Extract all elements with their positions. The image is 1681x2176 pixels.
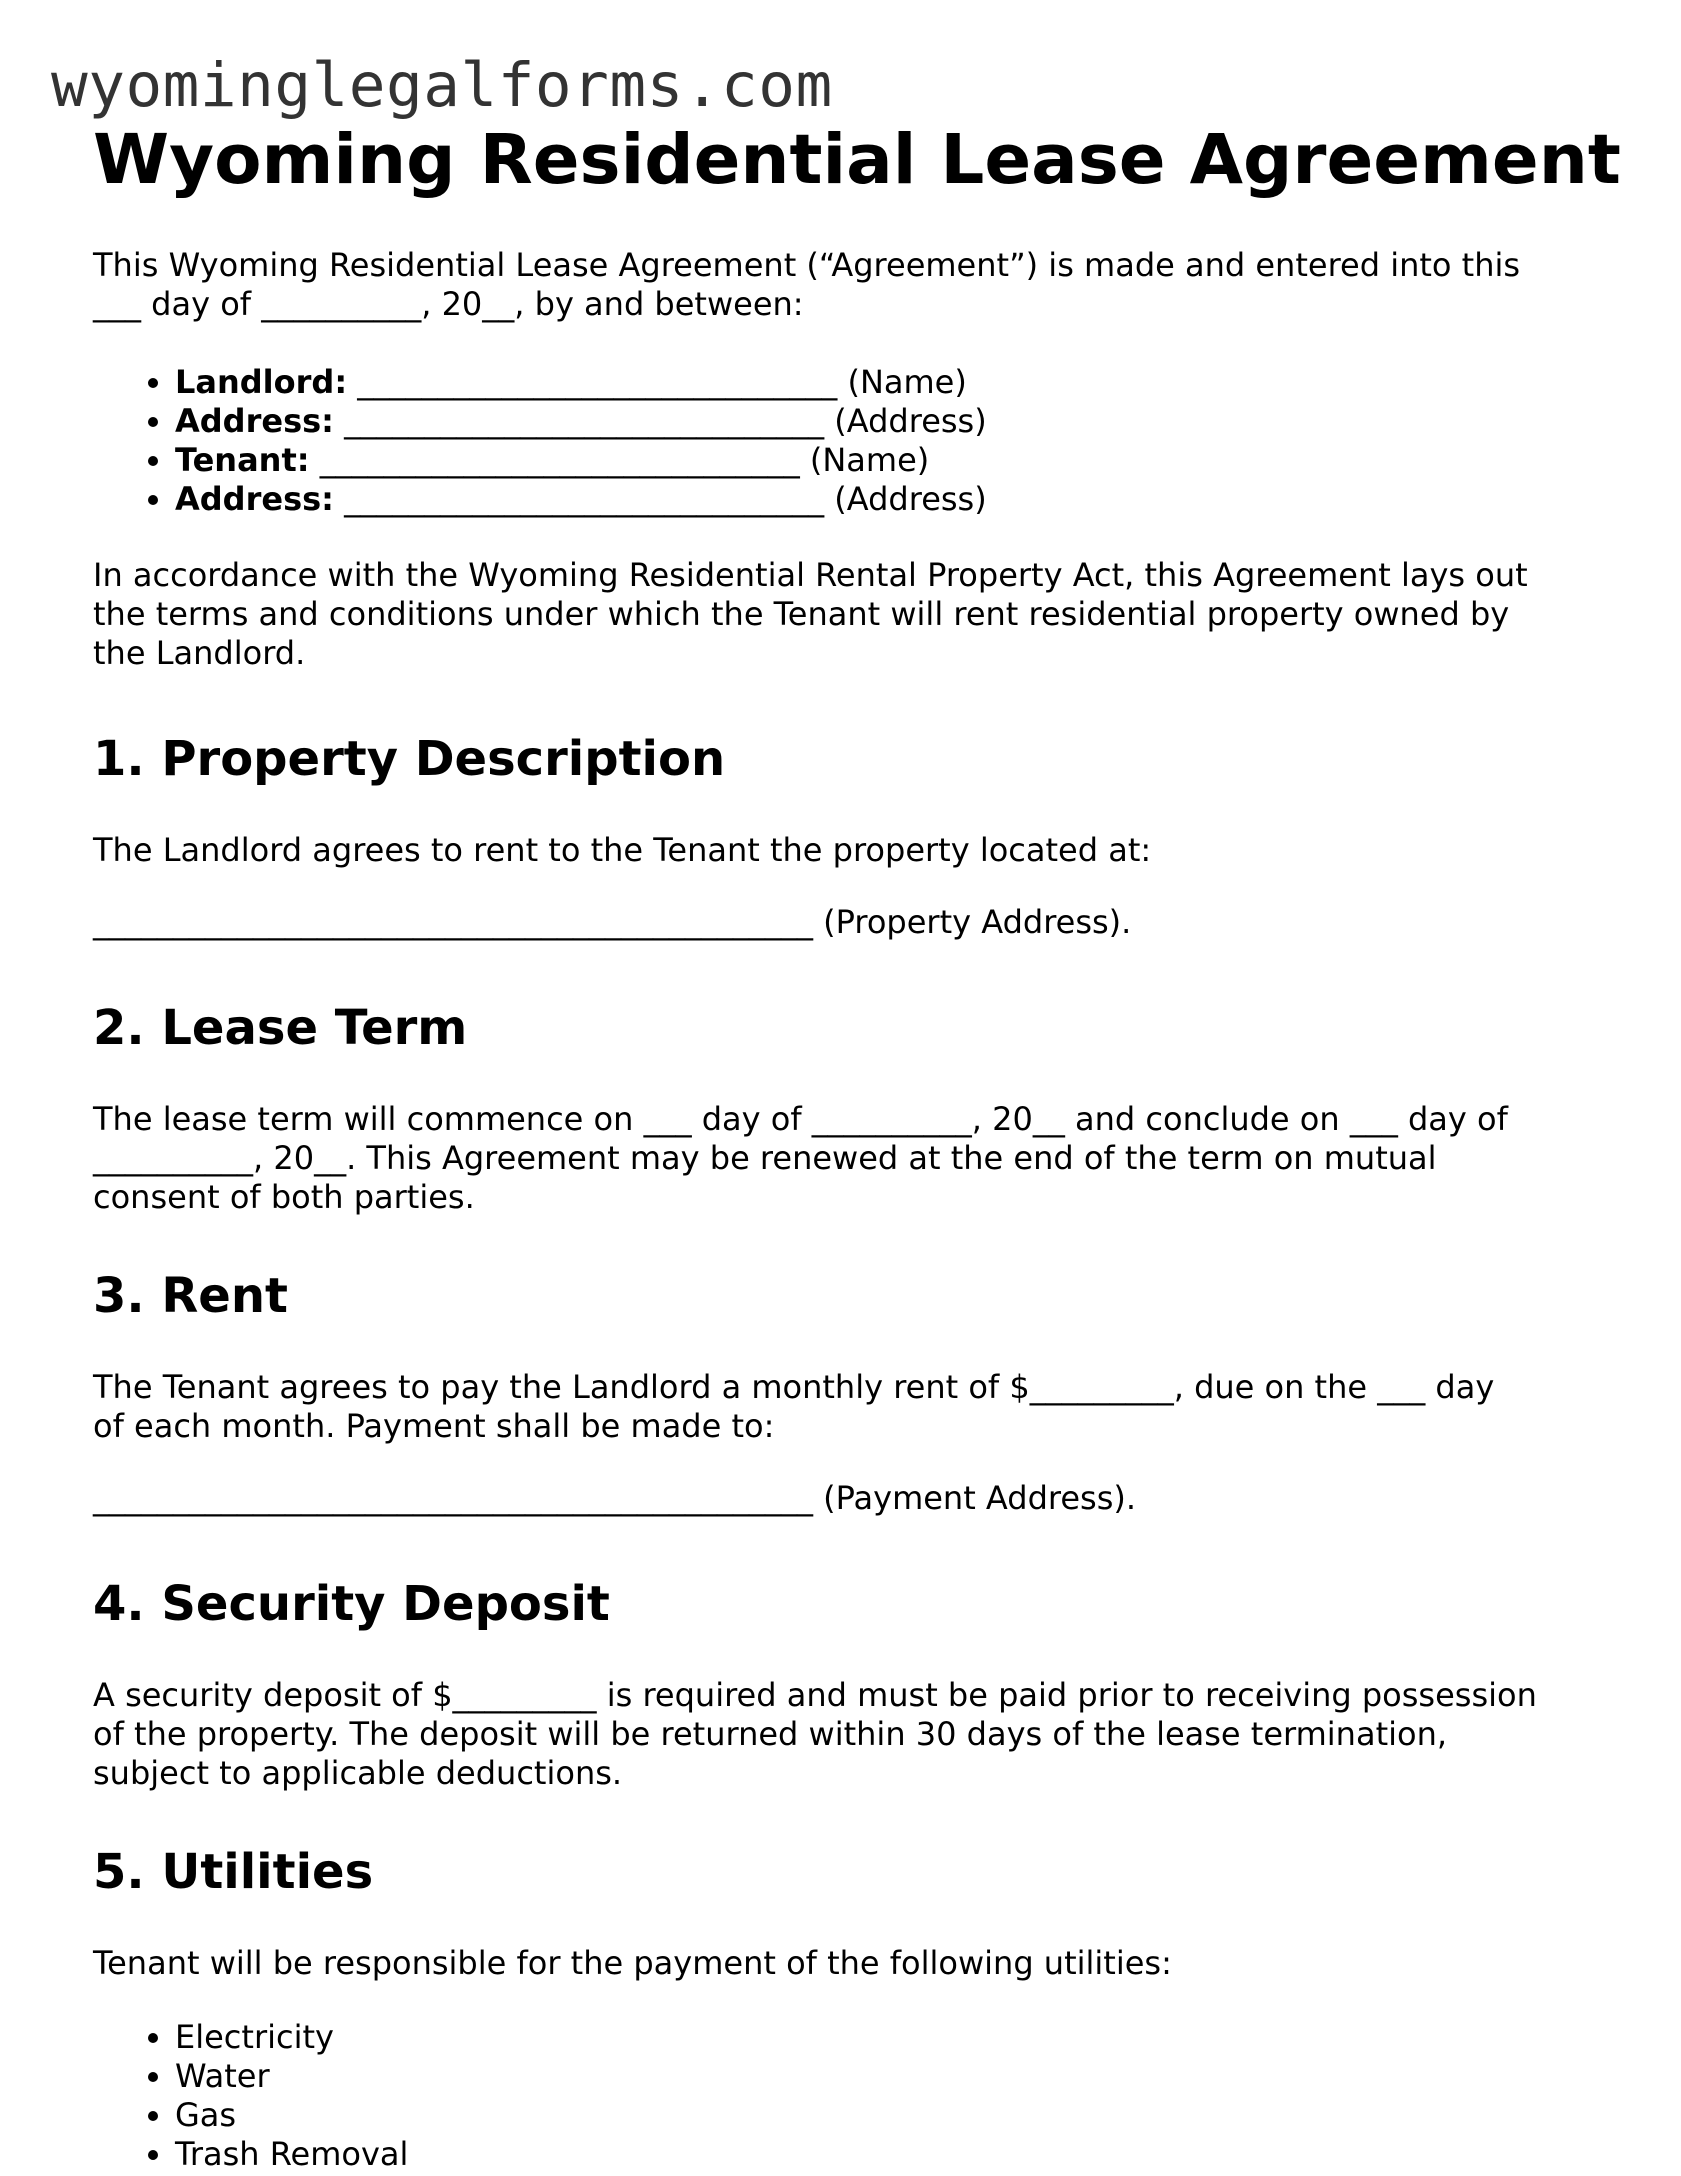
lease-term-line: __________, 20__. This Agreement may be renewed at the end of the term on mutual (93, 1139, 1437, 1177)
property-text: The Landlord agrees to rent to the Tenant the property located at: (93, 831, 1152, 869)
payment-address-blank: _____________________________________________ (Payment Address). (93, 1479, 1137, 1517)
document-page (93, 118, 1621, 2174)
parties-list (93, 363, 1593, 519)
intro-line: This Wyoming Residential Lease Agreement (“Agreement”) is made and entered into this (93, 246, 1521, 284)
rent-line: The Tenant agrees to pay the Landlord a monthly rent of $_________, due on the ___ day (93, 1368, 1495, 1406)
deposit-line: subject to applicable deductions. (93, 1754, 623, 1792)
utility-item: • Electricity (175, 2018, 1593, 2057)
party-blank: ______________________________ (Address) (333, 480, 987, 518)
section-heading-security-deposit: 4. Security Deposit (93, 1576, 610, 1632)
site-watermark: wyominglegalforms.com (51, 50, 833, 121)
deposit-line: of the property. The deposit will be returned within 30 days of the lease termination, (93, 1715, 1448, 1753)
party-tenant-name (175, 441, 1593, 480)
document-title: Wyoming Residential Lease Agreement (93, 120, 1621, 200)
section-heading-utilities: 5. Utilities (93, 1844, 374, 1900)
accordance-line: In accordance with the Wyoming Residential Rental Property Act, this Agreement lays out (93, 556, 1528, 594)
utility-item: • Trash Removal (175, 2135, 1593, 2174)
party-label: Landlord: (175, 363, 348, 401)
party-landlord-address (175, 402, 1593, 441)
lease-term-line: The lease term will commence on ___ day of __________, 20__ and conclude on ___ day of (93, 1100, 1508, 1138)
lease-term-line: consent of both parties. (93, 1178, 475, 1216)
rent-line: of each month. Payment shall be made to: (93, 1407, 775, 1445)
party-label: Tenant: (175, 441, 310, 479)
party-landlord-name (175, 363, 1593, 402)
section-heading-property: 1. Property Description (93, 731, 726, 787)
rent-paragraph (93, 1368, 1593, 1446)
utility-item: • Water (175, 2057, 1593, 2096)
party-tenant-address (175, 480, 1593, 519)
deposit-paragraph (93, 1676, 1593, 1793)
utility-item: • Gas (175, 2096, 1593, 2135)
party-blank: ______________________________ (Name) (309, 441, 930, 479)
party-label: Address: (175, 402, 334, 440)
property-address-blank: _____________________________________________ (Property Address). (93, 903, 1132, 941)
utilities-list (93, 2018, 1593, 2174)
party-label: Address: (175, 480, 334, 518)
section-heading-rent: 3. Rent (93, 1268, 288, 1324)
party-blank: ______________________________ (Address) (333, 402, 987, 440)
accordance-line: the terms and conditions under which the Tenant will rent residential property owned by (93, 595, 1510, 633)
lease-term-paragraph (93, 1100, 1593, 1217)
intro-line: ___ day of __________, 20__, by and between: (93, 285, 804, 323)
accordance-line: the Landlord. (93, 634, 306, 672)
section-heading-lease-term: 2. Lease Term (93, 1000, 468, 1056)
deposit-line: A security deposit of $_________ is required and must be paid prior to receiving possession (93, 1676, 1537, 1714)
party-blank: ______________________________ (Name) (347, 363, 967, 401)
accordance-paragraph (93, 556, 1593, 673)
intro-paragraph (93, 246, 1593, 324)
utilities-text: Tenant will be responsible for the payment of the following utilities: (93, 1944, 1172, 1982)
